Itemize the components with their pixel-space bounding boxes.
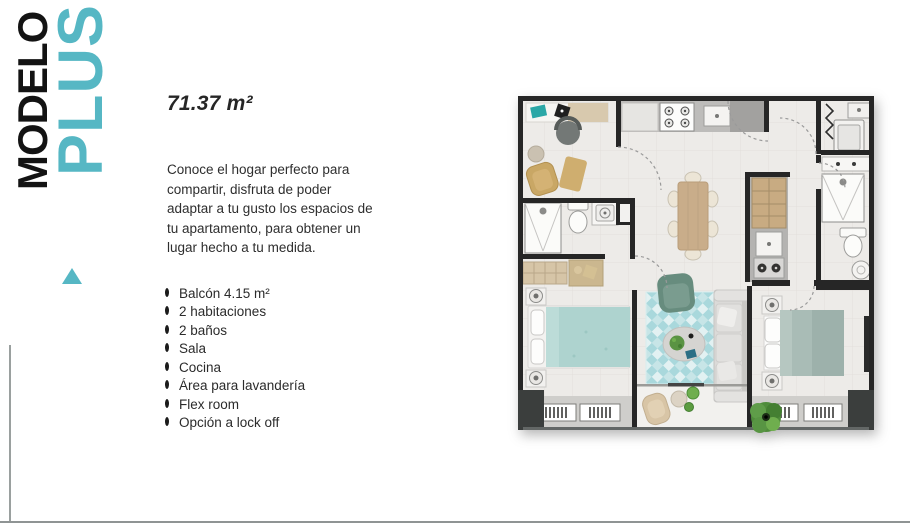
- description-line: tu apartamento, para obtener un: [167, 220, 361, 236]
- floor-plan-graphic: [516, 94, 878, 438]
- feature-item: [165, 284, 305, 303]
- feature-label: Flex room: [179, 396, 240, 412]
- feature-item: [165, 303, 305, 322]
- bullet-icon: [165, 306, 169, 315]
- bottom-horizontal-rule: [0, 521, 910, 523]
- kitchen-column: [750, 177, 788, 282]
- bullet-icon: [165, 288, 169, 297]
- model-name: PLUS: [46, 3, 116, 176]
- feature-label: Sala: [179, 341, 207, 357]
- armchair: [656, 272, 696, 314]
- bullet-icon: [165, 325, 169, 334]
- living-room: [646, 272, 750, 402]
- feature-label: Cocina: [179, 359, 222, 375]
- bullet-icon: [165, 343, 169, 352]
- features-list: [165, 284, 305, 432]
- feature-item: [165, 377, 305, 396]
- description-line: compartir, disfruta de poder: [167, 181, 332, 197]
- bullet-icon: [165, 362, 169, 371]
- feature-label: 2 habitaciones: [179, 304, 267, 320]
- large-plant: [750, 402, 782, 433]
- description-line: Conoce el hogar perfecto para: [167, 162, 350, 177]
- bullet-icon: [165, 380, 169, 389]
- feature-item: [165, 395, 305, 414]
- description-paragraph: [167, 160, 373, 258]
- feature-item: [165, 340, 305, 359]
- triangle-accent-icon: [62, 268, 82, 284]
- feature-label: 2 baños: [179, 322, 228, 338]
- kitchen: [621, 101, 766, 132]
- feature-item: [165, 358, 305, 377]
- description-line: adaptar a tu gusto los espacios de: [167, 201, 373, 216]
- left-vertical-rule: [9, 345, 11, 522]
- feature-item: [165, 414, 305, 433]
- description-line: lugar hecho a tu medida.: [167, 240, 316, 255]
- feature-label: Balcón 4.15 m²: [179, 285, 270, 301]
- bathroom-niche: [620, 204, 630, 222]
- closet: [523, 260, 603, 286]
- bullet-icon: [165, 417, 169, 426]
- model-label: MODELO: [9, 11, 56, 190]
- feature-item: [165, 321, 305, 340]
- feature-label: Opción a lock off: [179, 415, 280, 431]
- bullet-icon: [165, 399, 169, 408]
- floor-plan: [516, 94, 878, 438]
- feature-label: Área para lavandería: [179, 378, 306, 394]
- area-title: 71.37 m²: [167, 92, 253, 115]
